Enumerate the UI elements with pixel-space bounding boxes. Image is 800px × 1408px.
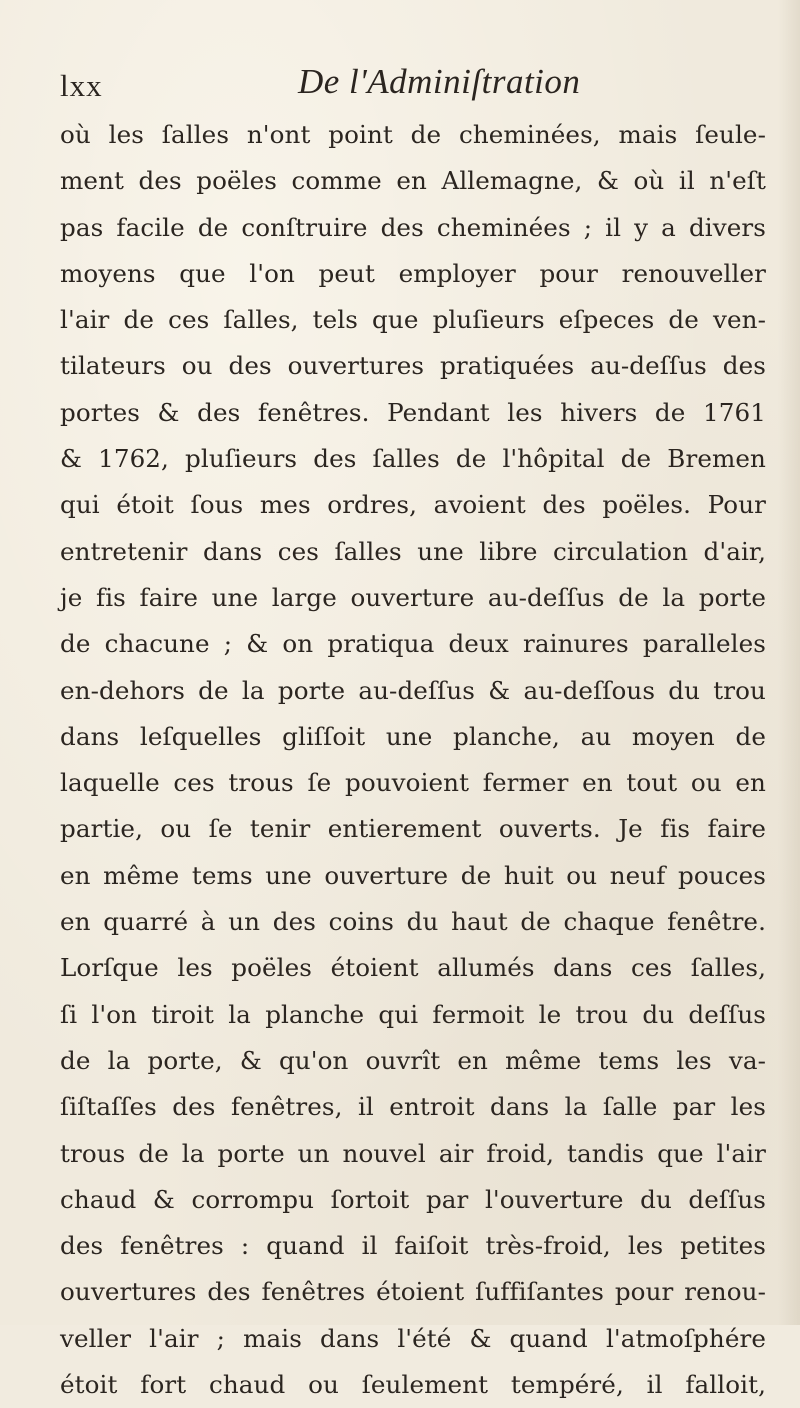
text-line: ſiſtaſſes des fenêtres, il entroit dans la ſalle par les (60, 1092, 766, 1122)
text-line: pas facile de conſtruire des cheminées ; il y a divers (60, 212, 766, 242)
text-line: en quarré à un des coins du haut de chaque fenêtre. (60, 907, 766, 937)
text-line: tilateurs ou des ouvertures pratiquées au-deſſus des (60, 351, 766, 381)
text-line: qui étoit ſous mes ordres, avoient des poëles. Pour (60, 490, 766, 520)
text-line: moyens que l'on peut employer pour renouveller (60, 258, 766, 288)
text-line: partie, ou ſe tenir entierement ouverts. Je fis faire (60, 814, 766, 844)
text-line: en-dehors de la porte au-deſſus & au-deſſous du trou (60, 675, 766, 705)
page-edge-shadow (778, 0, 800, 1325)
text-line: je fis faire une large ouverture au-deſſus de la porte (60, 582, 766, 612)
text-line: & 1762, pluſieurs des ſalles de l'hôpital de Bremen (60, 444, 766, 474)
body-text (60, 112, 766, 1408)
text-line: chaud & corrompu ſortoit par l'ouverture du deſſus (60, 1184, 766, 1214)
text-line: veller l'air ; mais dans l'été & quand l'atmoſphére (60, 1323, 766, 1353)
text-line: des fenêtres : quand il faiſoit très-froid, les petites (60, 1231, 766, 1261)
text-line: de la porte, & qu'on ouvrît en même tems les va- (60, 1045, 766, 1075)
text-line: dans leſquelles gliſſoit une planche, au moyen de (60, 721, 766, 751)
text-line: Lorſque les poëles étoient allumés dans ces ſalles, (60, 953, 766, 983)
text-line: laquelle ces trous ſe pouvoient fermer en tout ou en (60, 768, 766, 798)
text-line: ouvertures des fenêtres étoient ſuffiſantes pour renou- (60, 1277, 766, 1307)
text-line: l'air de ces ſalles, tels que pluſieurs eſpeces de ven- (60, 305, 766, 335)
text-line: trous de la porte un nouvel air froid, tandis que l'air (60, 1138, 766, 1168)
page-header (60, 62, 740, 112)
text-line: de chacune ; & on pratiqua deux rainures paralleles (60, 629, 766, 659)
text-line: étoit fort chaud ou ſeulement tempéré, il falloit, (60, 1370, 766, 1400)
text-line: en même tems une ouverture de huit ou neuf pouces (60, 860, 766, 890)
text-line: entretenir dans ces ſalles une libre circulation d'air, (60, 536, 766, 566)
text-line: ment des poëles comme en Allemagne, & où il n'eſt (60, 166, 766, 196)
running-title: De l'Adminiſtration (298, 62, 581, 101)
text-line: ſi l'on tiroit la planche qui fermoit le trou du deſſus (60, 999, 766, 1029)
text-line: portes & des fenêtres. Pendant les hivers de 1761 (60, 397, 766, 427)
page-number: lxx (60, 68, 103, 103)
text-line: où les ſalles n'ont point de cheminées, mais ſeule- (60, 120, 766, 149)
